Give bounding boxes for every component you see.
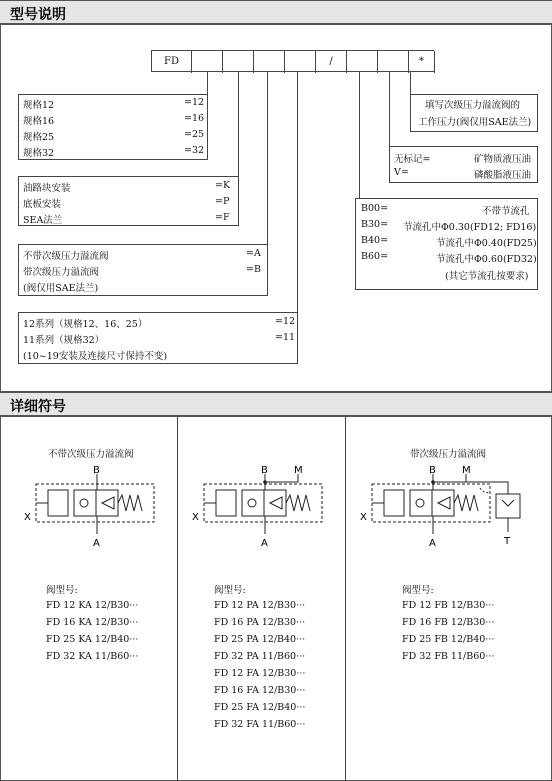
panel2-model-1: FD 12 PA 12/B30···: [214, 600, 306, 611]
panel2-model-5: FD 12 FA 12/B30···: [214, 668, 306, 679]
panel2-valve-symbol: [190, 462, 330, 552]
code-cell-mount: [223, 51, 254, 73]
port-m-label: M: [462, 465, 471, 476]
port-x-label: X: [360, 512, 367, 523]
panel3-model-label: 阀型号:: [402, 585, 434, 596]
section-header-symbols: [0, 392, 552, 416]
pressure-line-1: 填写次级压力溢流阀的: [425, 100, 521, 111]
orifice-value-3: 节流孔中Φ0.40(FD25): [436, 238, 537, 249]
pilot-value-1: =A: [246, 248, 261, 259]
series-value-2: =11: [275, 332, 296, 343]
orifice-label-3: B40=: [361, 235, 389, 246]
connector-line: [297, 72, 298, 312]
panel1-valve-symbol: [22, 462, 162, 552]
panel3-model-2: FD 16 FB 12/B30···: [402, 617, 495, 628]
panel3-valve-symbol: [358, 462, 538, 552]
panel1-model-1: FD 12 KA 12/B30···: [46, 600, 139, 611]
panel2-model-label: 阀型号:: [214, 585, 246, 596]
size-label-3: 规格25: [23, 132, 55, 143]
code-cell-pilot: [254, 51, 285, 73]
fluid-value-2: 磷酸脂液压油: [474, 170, 532, 181]
mount-value-2: =P: [215, 196, 230, 207]
code-cell-fluid: [378, 51, 409, 73]
panel3-title: 带次级压力溢流阀: [410, 449, 487, 460]
port-x-label: X: [24, 512, 31, 523]
panel2-model-6: FD 16 FA 12/B30···: [214, 685, 306, 696]
series-label-3: (10~19安装及连接尺寸保持不变): [23, 351, 168, 362]
size-value-4: =32: [184, 145, 205, 156]
panel1-model-4: FD 32 KA 11/B60···: [46, 651, 139, 662]
code-cell-series: [285, 51, 316, 73]
orifice-label-4: B60=: [361, 251, 389, 262]
panel1-model-3: FD 25 KA 12/B40···: [46, 634, 139, 645]
connector-line: [410, 72, 411, 94]
pilot-label-1: 不带次级压力溢流阀: [23, 251, 109, 262]
panel1-model-label: 阀型号:: [46, 585, 78, 596]
panel-divider: [177, 416, 178, 781]
mount-value-3: =F: [215, 212, 230, 223]
orifice-label-1: B00=: [361, 203, 389, 214]
pilot-label-3: (阀仅用SAE法兰): [23, 283, 99, 294]
orifice-value-4: 节流孔中Φ0.60(FD32): [436, 254, 537, 265]
series-value-1: =12: [275, 316, 296, 327]
series-label-2: 11系列（规格32）: [23, 335, 105, 346]
panel2-model-7: FD 25 FA 12/B40···: [214, 702, 306, 713]
fluid-label-2: V=: [394, 167, 409, 178]
panel2-model-8: FD 32 FA 11/B60···: [214, 719, 306, 730]
mount-label-1: 油路块安装: [23, 183, 71, 194]
panel2-model-3: FD 25 PA 12/B40···: [214, 634, 306, 645]
connector-line: [389, 72, 390, 146]
code-slash: /: [316, 51, 347, 73]
panel3-model-3: FD 25 FB 12/B40···: [402, 634, 495, 645]
code-star: *: [409, 51, 435, 73]
panel1-title: 不带次级压力溢流阀: [48, 449, 134, 460]
code-prefix: FD: [152, 51, 192, 73]
fluid-label-1: 无标记=: [394, 154, 431, 165]
orifice-value-2: 节流孔中Φ0.30(FD12; FD16): [403, 222, 537, 233]
orifice-value-1: 不带节流孔: [482, 206, 530, 217]
model-code-row: [151, 50, 434, 72]
port-a-label: A: [93, 538, 100, 549]
fluid-value-1: 矿物质液压油: [474, 154, 532, 165]
code-cell-orifice: [347, 51, 378, 73]
panel2-model-4: FD 32 PA 11/B60···: [214, 651, 306, 662]
size-value-2: =16: [184, 113, 205, 124]
port-b-label: B: [429, 465, 436, 476]
size-label-1: 规格12: [23, 100, 55, 111]
orifice-note: (其它节流孔按要求): [445, 271, 529, 282]
port-a-label: A: [429, 538, 436, 549]
panel1-model-2: FD 16 KA 12/B30···: [46, 617, 139, 628]
panel2-model-2: FD 16 PA 12/B30···: [214, 617, 306, 628]
mount-label-2: 底板安装: [23, 199, 62, 210]
orifice-label-2: B30=: [361, 219, 389, 230]
mount-value-1: =K: [215, 180, 231, 191]
size-value-3: =25: [184, 129, 205, 140]
pilot-label-2: 带次级压力溢流阀: [23, 267, 100, 278]
panel3-model-4: FD 32 FB 11/B60···: [402, 651, 495, 662]
port-t-label: T: [504, 536, 511, 547]
pilot-value-2: =B: [246, 264, 261, 275]
panel-divider: [345, 416, 346, 781]
section-title-symbols: 详细符号: [10, 399, 66, 415]
panel3-model-1: FD 12 FB 12/B30···: [402, 600, 495, 611]
code-cell-size: [192, 51, 223, 73]
mount-label-3: SEA法兰: [23, 215, 63, 226]
pressure-line-2: 工作压力(阀仅用SAE法兰): [418, 117, 532, 128]
size-label-4: 规格32: [23, 148, 55, 159]
port-x-label: X: [192, 512, 199, 523]
port-m-label: M: [294, 465, 303, 476]
port-b-label: B: [93, 465, 100, 476]
section-header-model: [0, 0, 552, 24]
section-title-model: 型号说明: [10, 7, 66, 23]
size-label-2: 规格16: [23, 116, 55, 127]
size-value-1: =12: [184, 97, 205, 108]
port-a-label: A: [261, 538, 268, 549]
port-b-label: B: [261, 465, 268, 476]
connector-line: [359, 72, 360, 198]
series-label-1: 12系列（规格12、16、25）: [23, 319, 148, 330]
